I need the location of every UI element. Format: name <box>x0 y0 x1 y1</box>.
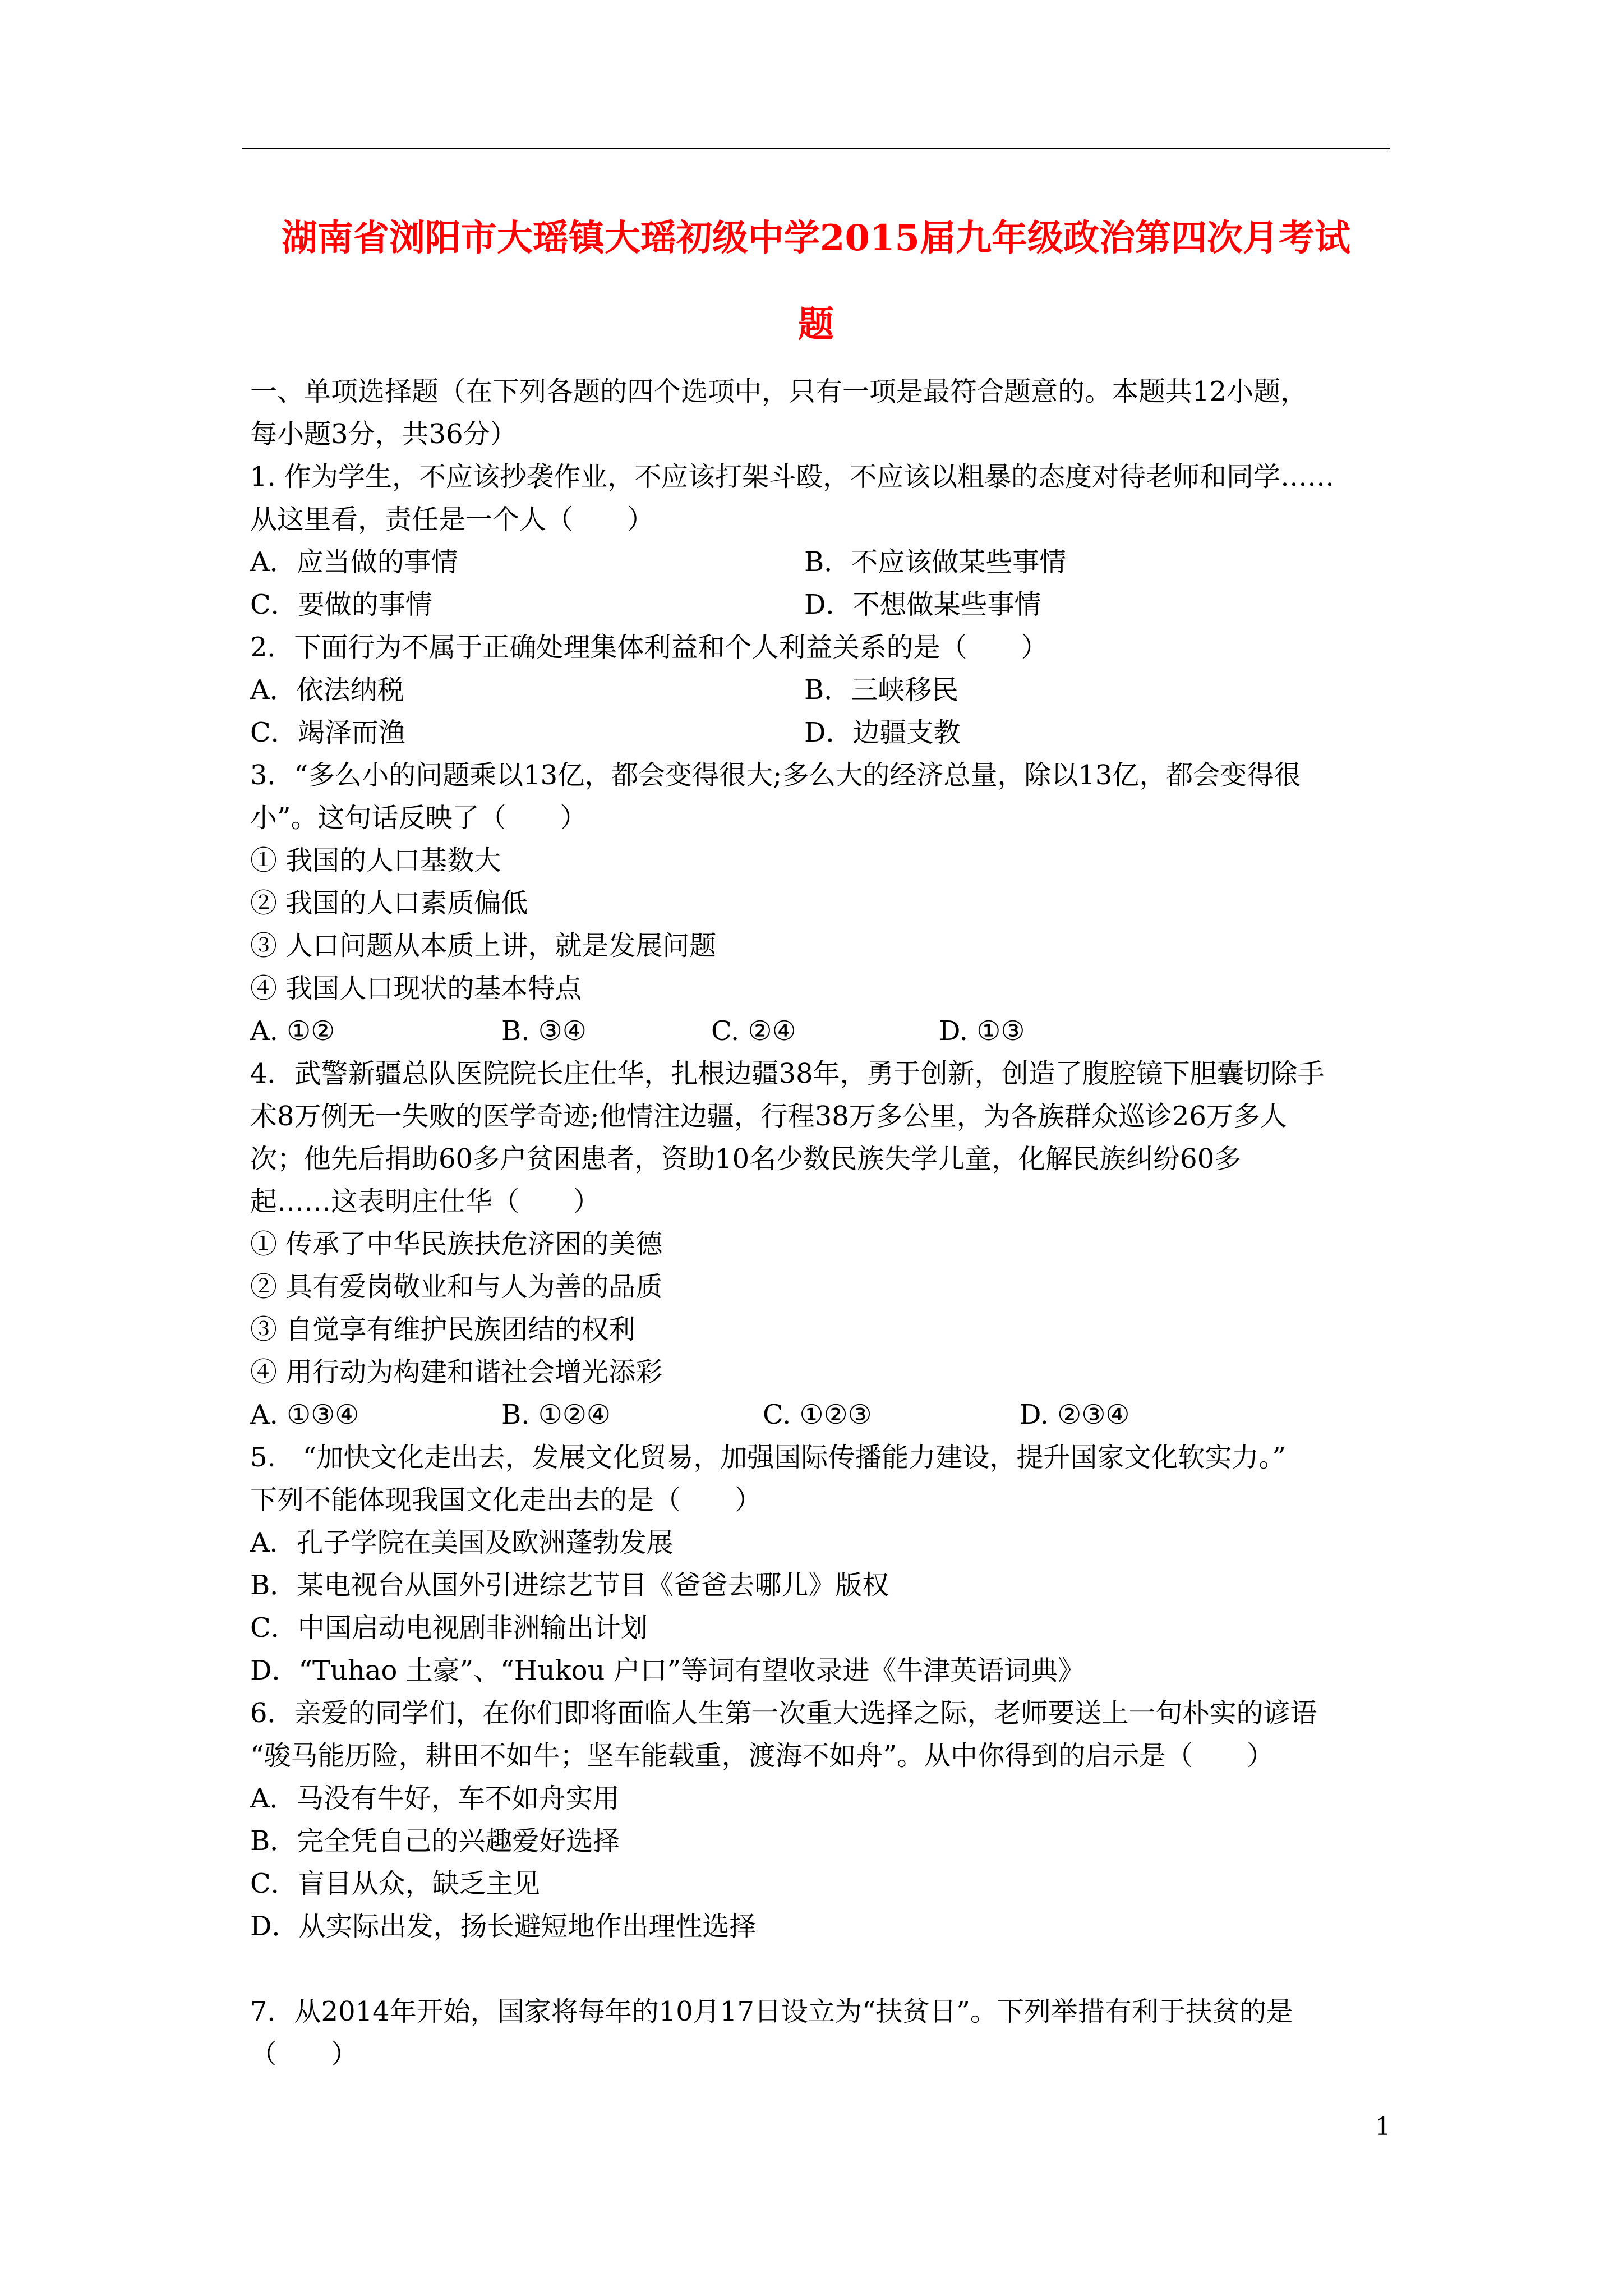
q5-stem-line1: 5. “加快文化走出去，发展文化贸易，加强国际传播能力建设，提升国家文化软实力。” <box>250 1442 1286 1473</box>
q2-option-a: A．依法纳税 <box>250 674 404 706</box>
q3-option-b: B. ③④ <box>501 1015 587 1047</box>
q6-stem-line1: 6．亲爱的同学们，在你们即将面临人生第一次重大选择之际，老师要送上一句朴实的谚语 <box>250 1697 1317 1729</box>
q6-option-d: D．从实际出发，扬长避短地作出理性选择 <box>250 1911 757 1942</box>
q1-option-a: A．应当做的事情 <box>250 546 458 578</box>
q1-options-row1 <box>250 541 1390 583</box>
q4-statement-1: ① 传承了中华民族扶危济困的美德 <box>250 1228 663 1260</box>
q1-stem-line2: 从这里看，责任是一个人（ ） <box>250 504 654 535</box>
q1-option-c: C．要做的事情 <box>250 589 432 620</box>
q4-option-d: D. ②③④ <box>1020 1399 1130 1430</box>
section-heading-line2: 每小题3分，共36分） <box>250 418 517 450</box>
q1-option-d: D．不想做某些事情 <box>804 589 1041 620</box>
q3-statement-3: ③ 人口问题从本质上讲，就是发展问题 <box>250 930 717 961</box>
q2-options-row1 <box>250 669 1390 711</box>
q3-stem-line1: 3．“多么小的问题乘以13亿，都会变得很大;多么大的经济总量，除以13亿，都会变得很 <box>250 760 1301 791</box>
q1-options-row2 <box>250 583 1390 626</box>
q4-option-b: B. ①②④ <box>501 1399 611 1430</box>
q3-statement-1: ① 我国的人口基数大 <box>250 845 501 876</box>
q4-stem-line2: 术8万例无一失败的医学奇迹;他情注边疆，行程38万多公里，为各族群众巡诊26万多人 <box>250 1101 1287 1132</box>
header-rule <box>242 148 1390 149</box>
page-title-line1: 湖南省浏阳市大瑶镇大瑶初级中学2015届九年级政治第四次月考试 <box>281 217 1351 259</box>
q4-stem-line1: 4．武警新疆总队医院院长庄仕华，扎根边疆38年，勇于创新，创造了腹腔镜下胆囊切除手 <box>250 1058 1325 1089</box>
q4-statement-3: ③ 自觉享有维护民族团结的权利 <box>250 1314 636 1345</box>
q4-stem-line3: 次；他先后捐助60多户贫困患者，资助10名少数民族失学儿童，化解民族纠纷60多 <box>250 1143 1242 1175</box>
q5-option-c: C．中国启动电视剧非洲输出计划 <box>250 1612 648 1644</box>
q4-option-c: C. ①②③ <box>763 1399 872 1430</box>
q5-option-d: D．“Tuhao 土豪”、“Hukou 户口”等词有望收录进《牛津英语词典》 <box>250 1655 1085 1686</box>
q2-options-row2 <box>250 711 1390 754</box>
q3-option-c: C. ②④ <box>711 1015 796 1047</box>
q4-statement-4: ④ 用行动为构建和谐社会增光添彩 <box>250 1356 663 1388</box>
q4-statement-2: ② 具有爱岗敬业和与人为善的品质 <box>250 1271 663 1303</box>
q4-stem-line4: 起……这表明庄仕华（ ） <box>250 1186 601 1217</box>
q3-stem-line2: 小”。这句话反映了（ ） <box>250 802 587 834</box>
q3-option-a: A. ①② <box>250 1015 335 1047</box>
q2-option-d: D．边疆支教 <box>804 717 961 748</box>
q3-statement-4: ④ 我国人口现状的基本特点 <box>250 973 582 1004</box>
q6-option-a: A．马没有牛好，车不如舟实用 <box>250 1783 620 1814</box>
q2-stem: 2．下面行为不属于正确处理集体利益和个人利益关系的是（ ） <box>250 632 1048 663</box>
section-heading-line1: 一、单项选择题（在下列各题的四个选项中，只有一项是最符合题意的。本题共12小题， <box>250 376 1308 407</box>
q6-option-c: C．盲目从众，缺乏主见 <box>250 1868 540 1899</box>
q2-option-b: B．三峡移民 <box>804 674 959 706</box>
q1-option-b: B．不应该做某些事情 <box>804 546 1067 578</box>
page-number: 1 <box>1375 2113 1391 2141</box>
q3-statement-2: ② 我国的人口素质偏低 <box>250 887 528 919</box>
q6-stem-line2: “骏马能历险，耕田不如牛；坚车能载重，渡海不如舟”。从中你得到的启示是（ ） <box>250 1740 1274 1772</box>
q7-stem-line2: （ ） <box>250 2039 358 2070</box>
q5-stem-line2: 下列不能体现我国文化走出去的是（ ） <box>250 1484 762 1516</box>
page-title-line2: 题 <box>798 303 834 346</box>
q3-option-d: D. ①③ <box>939 1015 1025 1047</box>
q4-option-a: A. ①③④ <box>250 1399 359 1430</box>
q7-stem-line1: 7．从2014年开始，国家将每年的10月17日设立为“扶贫日”。下列举措有利于扶贫的是 <box>250 1996 1293 2027</box>
q5-option-a: A．孔子学院在美国及欧洲蓬勃发展 <box>250 1527 674 1558</box>
q2-option-c: C．竭泽而渔 <box>250 717 405 748</box>
q1-stem-line1: 1. 作为学生，不应该抄袭作业，不应该打架斗殴，不应该以粗暴的态度对待老师和同学…… <box>250 461 1335 493</box>
q5-option-b: B．某电视台从国外引进综艺节目《爸爸去哪儿》版权 <box>250 1570 889 1601</box>
q6-option-b: B．完全凭自己的兴趣爱好选择 <box>250 1825 620 1857</box>
